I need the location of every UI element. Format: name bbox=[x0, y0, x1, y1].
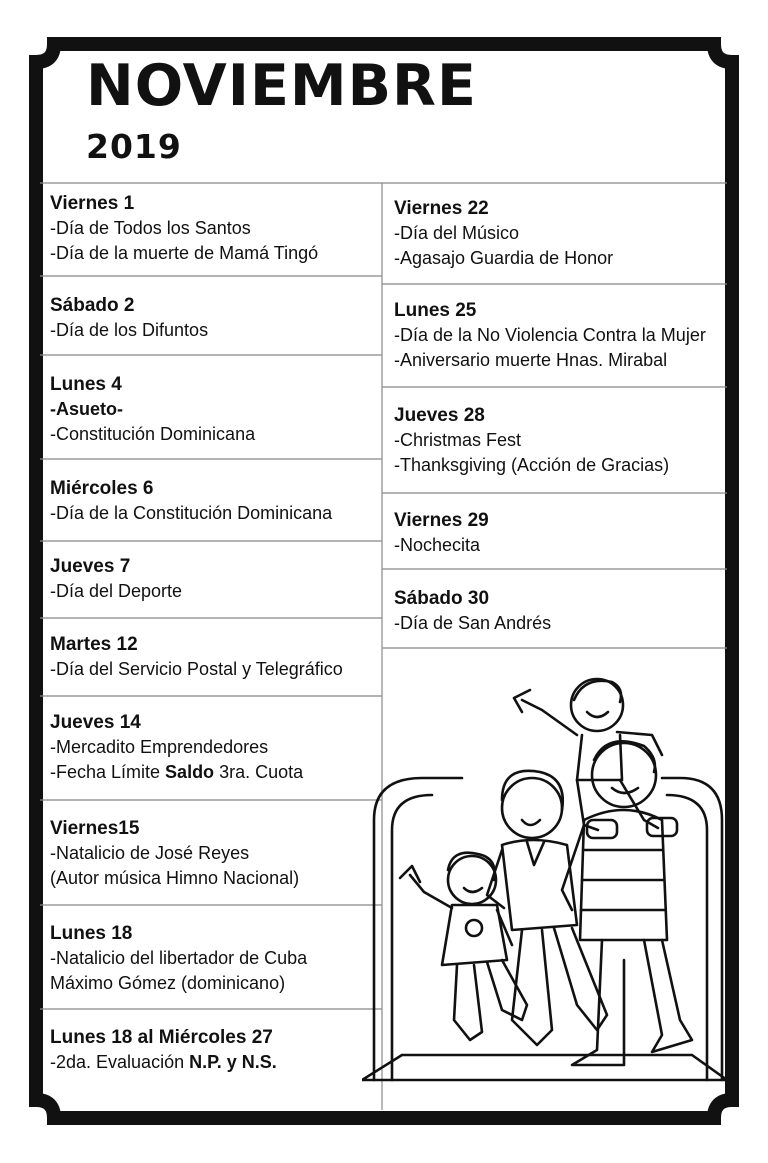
event-line: -Constitución Dominicana bbox=[50, 424, 256, 444]
event-date: Lunes 18 bbox=[50, 923, 133, 944]
event-line: -2da. Evaluación N.P. y N.S. bbox=[50, 1052, 277, 1072]
event-entry bbox=[40, 285, 382, 355]
event-line: -Thanksgiving (Acción de Gracias) bbox=[394, 455, 670, 475]
event-entry bbox=[384, 578, 727, 646]
event-date: Sábado 2 bbox=[50, 295, 135, 316]
event-entry bbox=[40, 546, 382, 618]
event-line: -Mercadito Emprendedores bbox=[50, 737, 269, 757]
event-line: -Fecha Límite Saldo 3ra. Cuota bbox=[50, 762, 304, 782]
event-date: Viernes 22 bbox=[394, 198, 489, 219]
event-line: -Nochecita bbox=[394, 535, 481, 555]
event-date: Lunes 18 al Miércoles 27 bbox=[50, 1027, 273, 1048]
event-line: -Christmas Fest bbox=[394, 430, 522, 450]
event-date: Viernes 1 bbox=[50, 193, 135, 214]
event-entry bbox=[40, 1017, 382, 1097]
event-date: Jueves 7 bbox=[50, 556, 131, 577]
event-line: -Día del Deporte bbox=[50, 581, 183, 601]
event-entry bbox=[40, 364, 382, 459]
month-title: NOVIEMBRE bbox=[86, 53, 477, 119]
event-entry bbox=[384, 188, 727, 281]
event-line: -Día de los Difuntos bbox=[50, 320, 209, 340]
event-line: Máximo Gómez (dominicano) bbox=[50, 973, 286, 993]
event-date: Viernes 29 bbox=[394, 510, 489, 531]
event-entry bbox=[40, 913, 382, 1010]
event-entry bbox=[384, 500, 727, 568]
year-title: 2019 bbox=[86, 127, 182, 166]
event-line: -Día del Músico bbox=[394, 223, 520, 243]
event-line: (Autor música Himno Nacional) bbox=[50, 868, 300, 888]
event-date: Martes 12 bbox=[50, 634, 138, 655]
event-entry bbox=[40, 624, 382, 696]
event-date: Jueves 14 bbox=[50, 712, 141, 733]
event-entry bbox=[40, 183, 382, 276]
event-line: -Natalicio de José Reyes bbox=[50, 843, 250, 863]
event-entry bbox=[40, 808, 382, 905]
event-entry bbox=[384, 290, 727, 383]
event-entry bbox=[384, 395, 727, 488]
event-line: -Día de la Constitución Dominicana bbox=[50, 503, 333, 523]
event-line-bold: -Asueto- bbox=[50, 399, 123, 419]
event-date: Lunes 25 bbox=[394, 300, 477, 321]
event-entry bbox=[40, 468, 382, 541]
event-line: -Día del Servicio Postal y Telegráfico bbox=[50, 659, 343, 679]
event-line: -Día de Todos los Santos bbox=[50, 218, 251, 238]
event-date: Jueves 28 bbox=[394, 405, 485, 426]
event-date: Lunes 4 bbox=[50, 374, 122, 395]
event-date: Sábado 30 bbox=[394, 588, 490, 609]
event-entry bbox=[40, 702, 382, 799]
event-date: Viernes15 bbox=[50, 818, 140, 839]
event-date: Miércoles 6 bbox=[50, 478, 154, 499]
event-line: -Natalicio del libertador de Cuba bbox=[50, 948, 308, 968]
family-illustration bbox=[362, 660, 727, 1100]
event-line: -Día de la No Violencia Contra la Mujer bbox=[394, 325, 706, 345]
event-line: -Aniversario muerte Hnas. Mirabal bbox=[394, 350, 668, 370]
event-line: -Agasajo Guardia de Honor bbox=[394, 248, 614, 268]
event-line: -Día de San Andrés bbox=[394, 613, 552, 633]
event-line: -Día de la muerte de Mamá Tingó bbox=[50, 243, 319, 263]
